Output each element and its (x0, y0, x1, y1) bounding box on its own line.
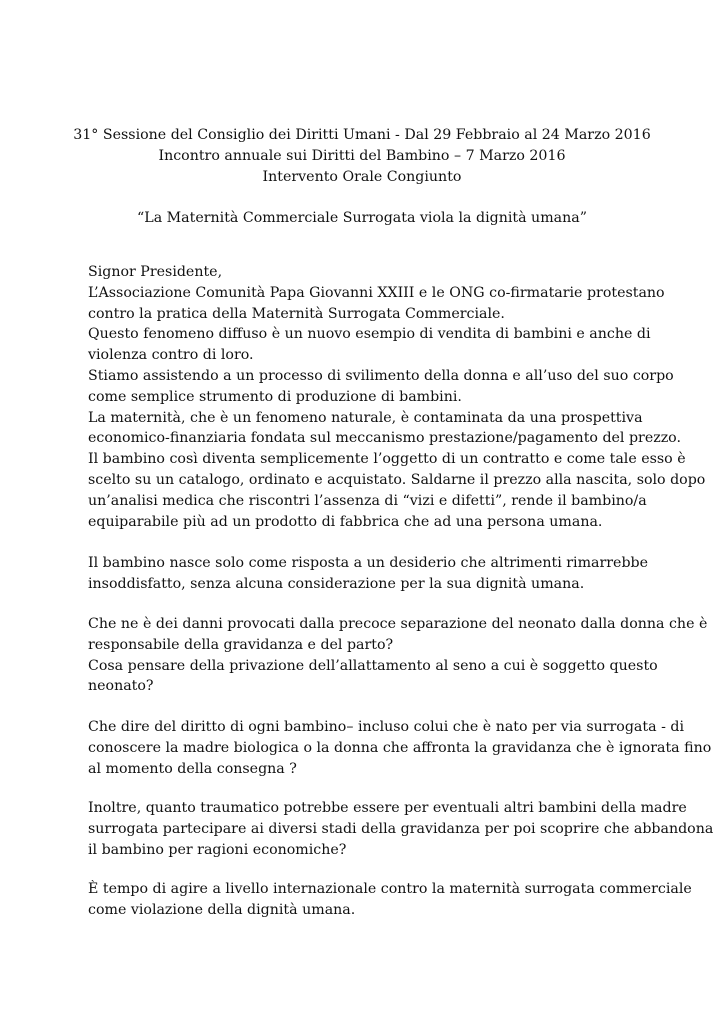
paragraph-line: scelto su un catalogo, ordinato e acquistato. Saldarne il prezzo alla nascita, solo dopo (88, 471, 706, 488)
paragraph-line: Il bambino nasce solo come risposta a un desiderio che altrimenti rimarrebbe (88, 555, 649, 571)
paragraph-line: Il bambino così diventa semplicemente l’oggetto di un contratto e come tale esso è (88, 451, 686, 468)
paragraph-line: neonato? (88, 678, 154, 695)
document-title: “La Maternità Commerciale Surrogata viola la dignità umana” (137, 210, 587, 226)
paragraph-line: responsabile della gravidanza e del parto? (88, 636, 394, 653)
paragraph-line: il bambino per ragioni economiche? (88, 841, 347, 858)
paragraph-line: L’Associazione Comunità Papa Giovanni XXIII e le ONG co-firmatarie protestano (88, 284, 665, 301)
paragraph-line: conoscere la madre biologica o la donna che affronta la gravidanza che è ignorata fino (88, 739, 712, 756)
paragraph-line: Cosa pensare della privazione dell’allattamento al seno a cui è soggetto questo (88, 657, 658, 674)
paragraph-line: La maternità, che è un fenomeno naturale, è contaminata da una prospettiva (88, 409, 643, 426)
document-header (0, 125, 724, 188)
header-meeting-line: Incontro annuale sui Diritti del Bambino – 7 Marzo 2016 (158, 148, 566, 164)
paragraph-6 (88, 879, 692, 921)
paragraph-line: insoddisfatto, senza alcuna considerazione per la sua dignità umana. (88, 575, 585, 592)
paragraph-5 (88, 798, 714, 860)
paragraph-1 (88, 262, 706, 532)
paragraph-line: Signor Presidente, (88, 264, 223, 280)
paragraph-2 (88, 553, 648, 595)
paragraph-line: come semplice strumento di produzione di bambini. (88, 388, 462, 405)
header-statement-line: Intervento Orale Congiunto (262, 169, 462, 185)
paragraph-line: Stiamo assistendo a un processo di svilimento della donna e all’uso del suo corpo (88, 367, 674, 384)
paragraph-line: violenza contro di loro. (88, 347, 254, 364)
paragraph-line: Che ne è dei danni provocati dalla precoce separazione del neonato dalla donna che è (88, 616, 708, 632)
paragraph-line: surrogata partecipare ai diversi stadi della gravidanza per poi scoprire che abbandona (88, 820, 714, 837)
paragraph-line: Inoltre, quanto traumatico potrebbe essere per eventuali altri bambini della madre (88, 800, 687, 816)
paragraph-line: Che dire del diritto di ogni bambino– incluso colui che è nato per via surrogata - di (88, 719, 684, 735)
paragraph-line: economico-finanziaria fondata sul meccanismo prestazione/pagamento del prezzo. (88, 430, 681, 447)
header-session-line: 31° Sessione del Consiglio dei Diritti Umani - Dal 29 Febbraio al 24 Marzo 2016 (73, 127, 651, 143)
paragraph-3 (88, 614, 708, 697)
paragraph-line: un’analisi medica che riscontri l’assenza di “vizi e difetti”, rende il bambino/a (88, 492, 647, 509)
paragraph-4 (88, 717, 712, 779)
paragraph-line: equiparabile più ad un prodotto di fabbrica che ad una persona umana. (88, 513, 603, 530)
paragraph-line: Questo fenomeno diffuso è un nuovo esempio di vendita di bambini e anche di (88, 326, 651, 343)
paragraph-line: contro la pratica della Maternità Surrogata Commerciale. (88, 305, 505, 322)
paragraph-line: È tempo di agire a livello internazionale contro la maternità surrogata commerciale (88, 881, 692, 897)
paragraph-line: come violazione della dignità umana. (88, 901, 356, 918)
paragraph-line: al momento della consegna ? (88, 760, 297, 777)
